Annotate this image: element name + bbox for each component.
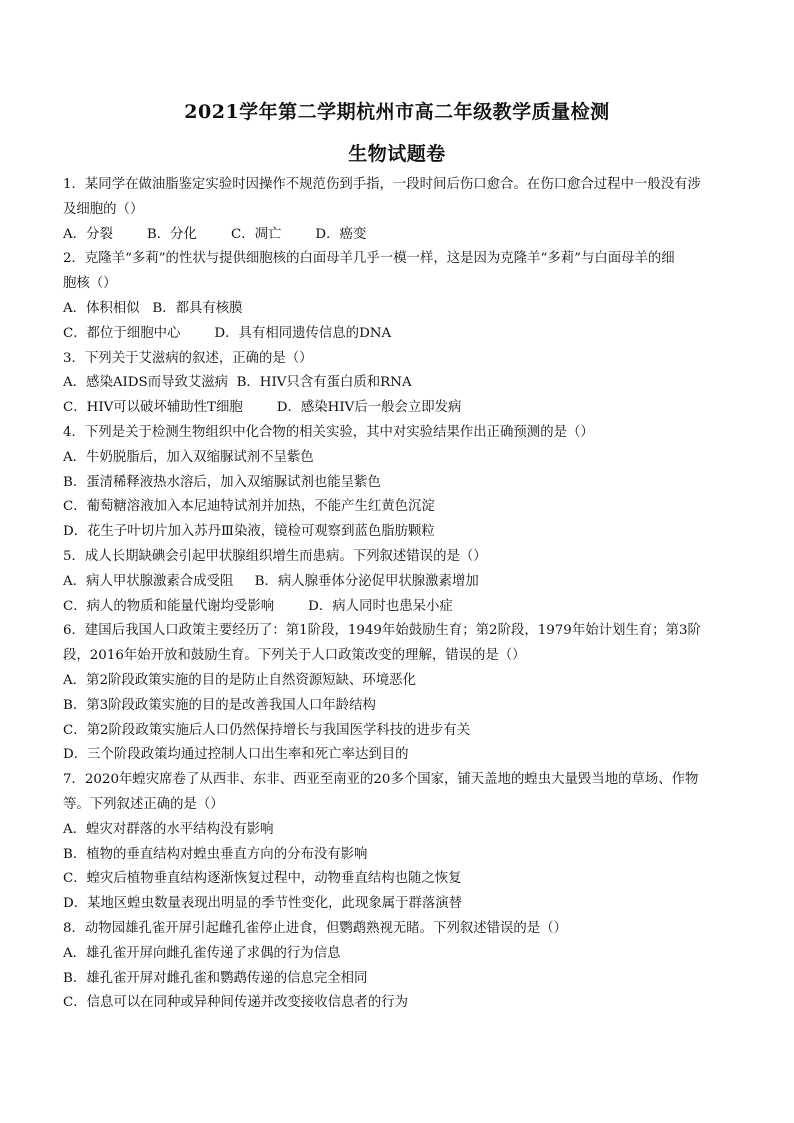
- q7-stem: 7．2020年蝗灾席卷了从西非、东非、西亚至南亚的20多个国家，铺天盖地的蝗虫大量毁当地的草场、作物: [63, 772, 699, 788]
- page-subtitle: 生物试题卷: [348, 143, 446, 165]
- q4-option-c: C．葡萄糖溶液加入本尼迪特试剂并加热，不能产生红黄色沉淀: [63, 499, 435, 515]
- q2-options-ab: A．体积相似 B．都具有核膜: [63, 300, 243, 316]
- q2-options-cd: C．都位于细胞中心 D．具有相同遗传信息的DNA: [63, 325, 392, 341]
- q6-stem-cont: 段，2016年始开放和鼓励生育。下列关于人口政策改变的理解，错误的是（）: [63, 648, 526, 664]
- q5-options-ab: A．病人甲状腺激素合成受阻 B．病人腺垂体分泌促甲状腺激素增加: [63, 573, 479, 589]
- q6-option-b: B．第3阶段政策实施的目的是改善我国人口年龄结构: [63, 697, 376, 713]
- q7-stem-cont: 等。下列叙述正确的是（）: [63, 796, 224, 812]
- q3-stem: 3．下列关于艾滋病的叙述，正确的是（）: [63, 350, 313, 366]
- q7-option-b: B．植物的垂直结构对蝗虫垂直方向的分布没有影响: [63, 846, 368, 862]
- q3-options-cd: C．HIV可以破坏辅助性T细胞 D．感染HIV后一般会立即发病: [63, 400, 462, 416]
- q5-stem: 5．成人长期缺碘会引起甲状腺组织增生而患病。下列叙述错误的是（）: [63, 548, 487, 564]
- q8-option-c: C．信息可以在同种或异种间传递并改变接收信息者的行为: [63, 995, 409, 1011]
- question-body: [63, 173, 731, 1016]
- q7-option-c: C．蝗灾后植物垂直结构逐渐恢复过程中，动物垂直结构也随之恢复: [63, 871, 462, 887]
- q6-option-a: A．第2阶段政策实施的目的是防止自然资源短缺、环境恶化: [63, 672, 416, 688]
- q7-option-a: A．蝗灾对群落的水平结构没有影响: [63, 821, 274, 837]
- q4-stem: 4．下列是关于检测生物组织中化合物的相关实验，其中对实验结果作出正确预测的是（）: [63, 424, 594, 440]
- q2-stem: 2．克隆羊“多莉”的性状与提供细胞核的白面母羊几乎一模一样，这是因为克隆羊“多莉”与白面母羊的细: [63, 251, 675, 267]
- q6-option-d: D．三个阶段政策均通过控制人口出生率和死亡率达到目的: [63, 747, 409, 763]
- q6-option-c: C．第2阶段政策实施后人口仍然保持增长与我国医学科技的进步有关: [63, 722, 471, 738]
- q1-stem: 1．某同学在做油脂鉴定实验时因操作不规范伤到手指，一段时间后伤口愈合。在伤口愈合过程中一般没有涉: [63, 177, 701, 192]
- page-title: 2021学年第二学期杭州市高二年级教学质量检测: [184, 101, 610, 123]
- q8-option-a: A．雄孔雀开屏向雌孔雀传递了求偶的行为信息: [63, 945, 341, 961]
- q4-option-b: B．蛋清稀释液热水溶后，加入双缩脲试剂也能呈紫色: [63, 474, 381, 490]
- q4-option-d: D．花生子叶切片加入苏丹Ⅲ染液，镜检可观察到蓝色脂肪颗粒: [63, 524, 435, 540]
- q8-stem: 8．动物园雄孔雀开屏引起雌孔雀停止进食，但鹦鹉熟视无睹。下列叙述错误的是（）: [63, 920, 567, 936]
- q2-stem-cont: 胞核（）: [63, 276, 117, 292]
- q6-stem: 6．建国后我国人口政策主要经历了：第1阶段，1949年始鼓励生育；第2阶段，1979年始计划生育；第3阶: [63, 623, 701, 639]
- q5-options-cd: C．病人的物质和能量代谢均受影响 D．病人同时也患呆小症: [63, 598, 453, 614]
- q3-options-ab: A．感染AIDS而导致艾滋病 B．HIV只含有蛋白质和RNA: [63, 375, 412, 391]
- q1-stem-cont: 及细胞的（）: [63, 201, 144, 217]
- q8-option-b: B．雄孔雀开屏对雌孔雀和鹦鹉传递的信息完全相同: [63, 970, 368, 986]
- q4-option-a: A．牛奶脱脂后，加入双缩脲试剂不呈紫色: [63, 449, 314, 465]
- q1-options: A．分裂 B．分化 C．凋亡 D．癌变: [63, 226, 367, 242]
- q7-option-d: D．某地区蝗虫数量表现出明显的季节性变化，此现象属于群落演替: [63, 896, 463, 912]
